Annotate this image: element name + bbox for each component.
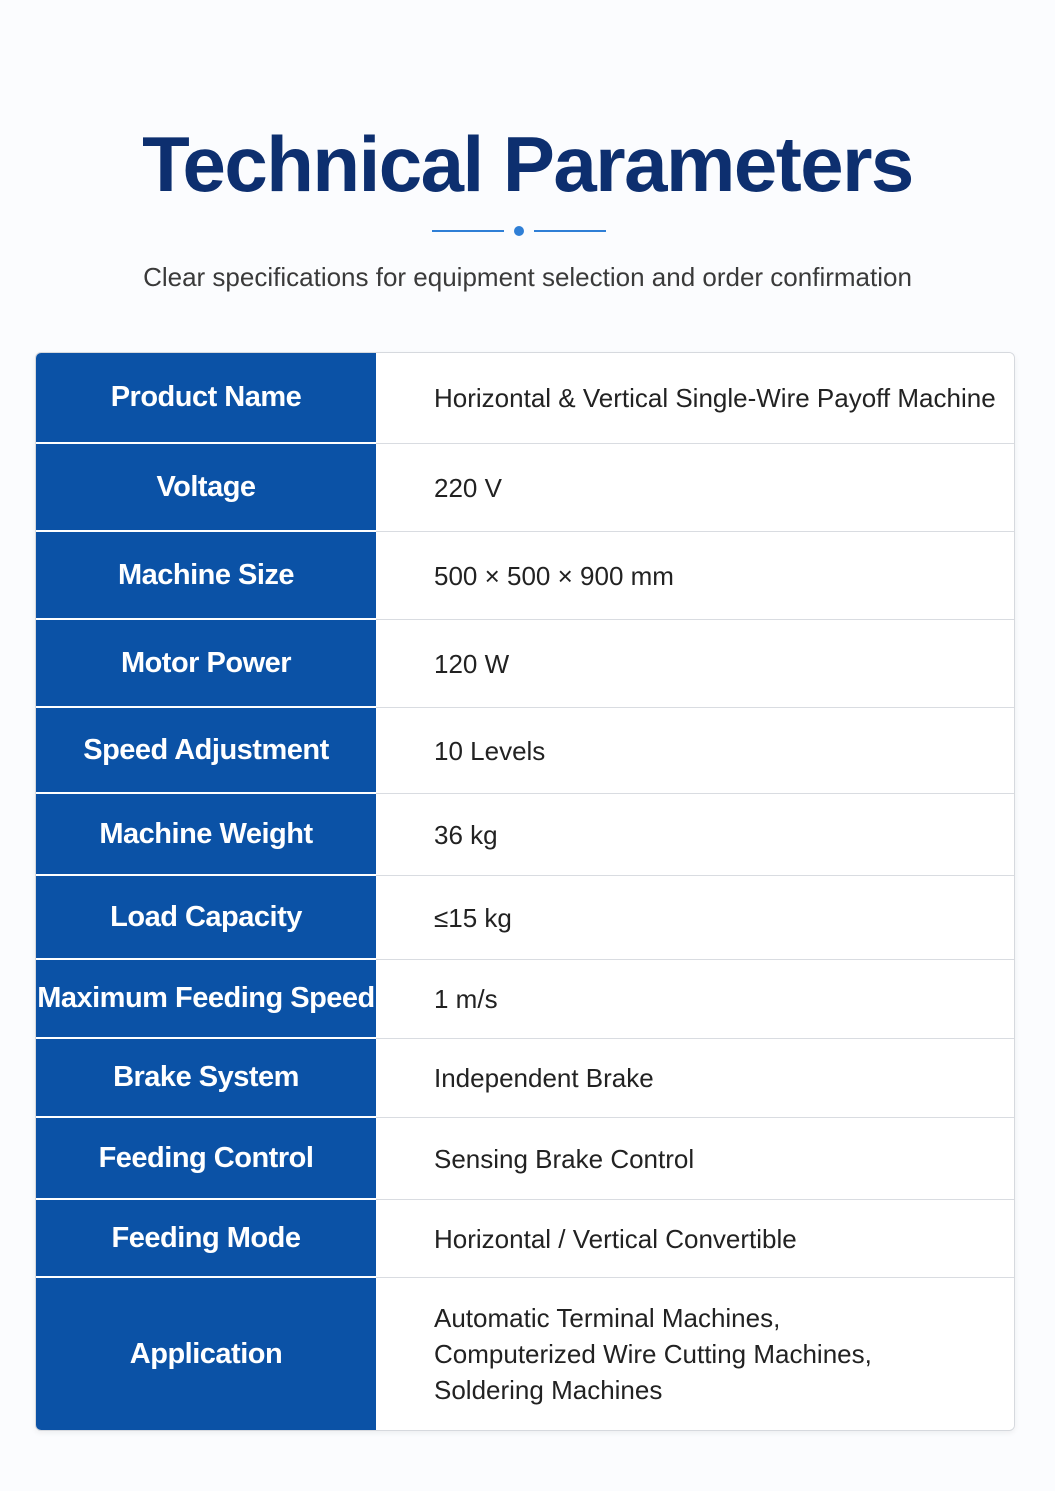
spec-row-speed-adjustment — [36, 708, 1014, 794]
spec-row-maximum-feeding-speed — [36, 960, 1014, 1039]
spec-row-application — [36, 1278, 1014, 1430]
spec-label: Machine Weight — [36, 794, 376, 876]
spec-row-machine-weight — [36, 794, 1014, 876]
divider-line-left — [432, 230, 504, 232]
spec-label: Feeding Control — [36, 1118, 376, 1200]
page-title: Technical Parameters — [142, 120, 913, 208]
spec-label: Motor Power — [36, 620, 376, 708]
spec-value: 1 m/s — [376, 960, 1014, 1039]
spec-row-voltage — [36, 444, 1014, 532]
application-item: Automatic Terminal Machines, — [434, 1303, 781, 1333]
spec-label: Application — [36, 1278, 376, 1430]
spec-label: Maximum Feeding Speed — [36, 960, 376, 1039]
spec-value: Horizontal / Vertical Convertible — [376, 1200, 1014, 1278]
spec-label: Brake System — [36, 1039, 376, 1118]
spec-row-product-name — [36, 353, 1014, 444]
spec-value: Independent Brake — [376, 1039, 1014, 1118]
spec-label: Machine Size — [36, 532, 376, 620]
spec-row-feeding-mode — [36, 1200, 1014, 1278]
spec-label: Speed Adjustment — [36, 708, 376, 794]
spec-row-motor-power — [36, 620, 1014, 708]
spec-label: Feeding Mode — [36, 1200, 376, 1278]
spec-value: ≤15 kg — [376, 876, 1014, 960]
spec-row-brake-system — [36, 1039, 1014, 1118]
spec-value: Sensing Brake Control — [376, 1118, 1014, 1200]
spec-value: Horizontal & Vertical Single-Wire Payoff Machine — [376, 353, 1014, 444]
spec-row-machine-size — [36, 532, 1014, 620]
spec-value — [376, 1278, 1014, 1430]
spec-table — [35, 352, 1015, 1431]
spec-value: 220 V — [376, 444, 1014, 532]
spec-value: 36 kg — [376, 794, 1014, 876]
page-subtitle: Clear specifications for equipment selection and order confirmation — [143, 262, 912, 292]
application-item: Soldering Machines — [434, 1375, 663, 1405]
spec-value: 10 Levels — [376, 708, 1014, 794]
spec-label: Voltage — [36, 444, 376, 532]
divider-line-right — [534, 230, 606, 232]
spec-value: 120 W — [376, 620, 1014, 708]
spec-value: 500 × 500 × 900 mm — [376, 532, 1014, 620]
divider-dot — [514, 226, 524, 236]
spec-label: Load Capacity — [36, 876, 376, 960]
spec-row-load-capacity — [36, 876, 1014, 960]
spec-label: Product Name — [36, 353, 376, 444]
application-list — [434, 1300, 872, 1408]
spec-row-feeding-control — [36, 1118, 1014, 1200]
title-divider — [432, 226, 606, 236]
application-item: Computerized Wire Cutting Machines, — [434, 1339, 872, 1369]
